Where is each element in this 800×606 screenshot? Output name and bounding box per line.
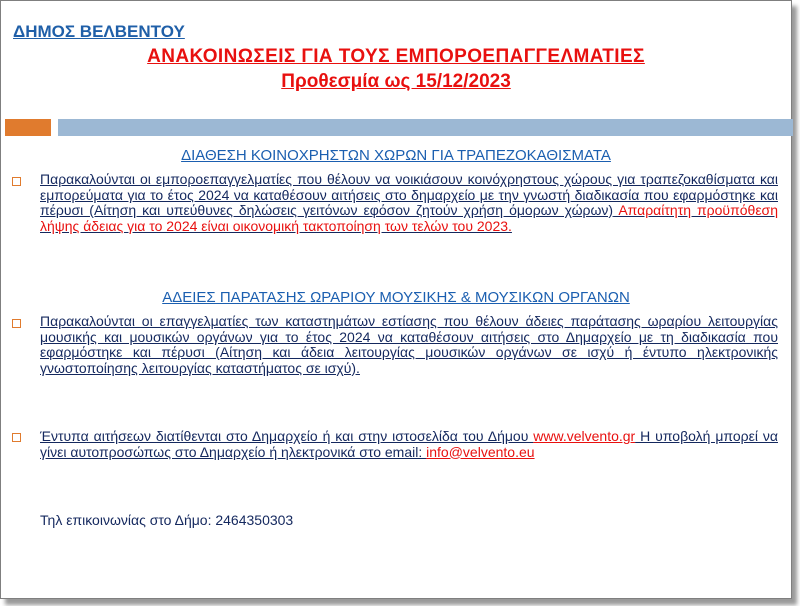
square-bullet-icon xyxy=(12,319,21,328)
section-text-forms xyxy=(40,429,778,460)
deadline-title: Προθεσμία ως 15/12/2023 xyxy=(281,71,511,92)
tables-text: Παρακαλούνται οι εμποροεπαγγελματίες που θέλουν να νοικιάσουν κοινόχρηστους χώρους για τραπεζοκαθίσματα και εμπορεύματα για το έτος 2024 να καταθέσουν αιτήσεις στο δημαρχείο με την γνωστή διαδικασία που εφαρμόστηκε και πέρυσι (Αίτηση και υπεύθυνες δηλώσεις γειτόνων εφόσον ζητούν χρήση όμορων χώρων) xyxy=(40,171,778,218)
tables-requirement-text: Απαραίτητη προϋπόθεση λήψης άδειας για το 2024 είναι οικονομική τακτοποίηση των τελών του 2023. xyxy=(40,202,778,234)
square-bullet-icon xyxy=(12,177,21,186)
section-heading-music: ΑΔΕΙΕΣ ΠΑΡΑΤΑΣΗΣ ΩΡΑΡΙΟΥ ΜΟΥΣΙΚΗΣ & ΜΟΥΣΙΚΩΝ ΟΡΓΑΝΩΝ xyxy=(162,289,630,306)
accent-bar-orange xyxy=(5,119,51,136)
website-link[interactable]: www.velvento.gr xyxy=(533,428,636,444)
announcement-title: ΑΝΑΚΟΙΝΩΣΕΙΣ ΓΙΑ ΤΟΥΣ ΕΜΠΟΡΟΕΠΑΓΓΕΛΜΑΤΙΕΣ xyxy=(147,46,645,67)
contact-phone: Τηλ επικοινωνίας στο Δήμο: 2464350303 xyxy=(40,512,294,528)
email-link[interactable]: info@velvento.eu xyxy=(426,443,535,460)
section-text-tables xyxy=(40,172,778,234)
section-heading-tables: ΔΙΑΘΕΣΗ ΚΟΙΝΟΧΡΗΣΤΩΝ ΧΩΡΩΝ ΓΙΑ ΤΡΑΠΕΖΟΚΑΘΙΣΜΑΤΑ xyxy=(181,147,611,164)
submission-text: Η υποβολή μπορεί να γίνει αυτοπροσώπως στο Δημαρχείο ή ηλεκτρονικά στο email: xyxy=(40,428,778,460)
forms-text: Έντυπα αιτήσεων διατίθενται στο Δημαρχείο ή και στην ιστοσελίδα του Δήμου xyxy=(40,428,534,444)
municipality-name: ΔΗΜΟΣ ΒΕΛΒΕΝΤΟΥ xyxy=(13,22,185,41)
section-text-music: Παρακαλούνται οι επαγγελματίες των καταστημάτων εστίασης που θέλουν άδειες παράτασης ωραρίου λειτουργίας μουσικής και μουσικών οργάνων για το έτος 2024 να καταθέσουν αιτήσεις στο Δημαρχείο με τη διαδικασία που εφαρμόστηκε και πέρυσι (Αίτηση και άδεια λειτουργίας μουσικών οργάνων σε ισχύ ή έντυπο ηλεκτρονικής γνωστοποίησης λειτουργίας καταστήματος σε ισχύ). xyxy=(40,313,778,376)
accent-bar-blue xyxy=(58,119,793,136)
square-bullet-icon xyxy=(12,433,21,442)
